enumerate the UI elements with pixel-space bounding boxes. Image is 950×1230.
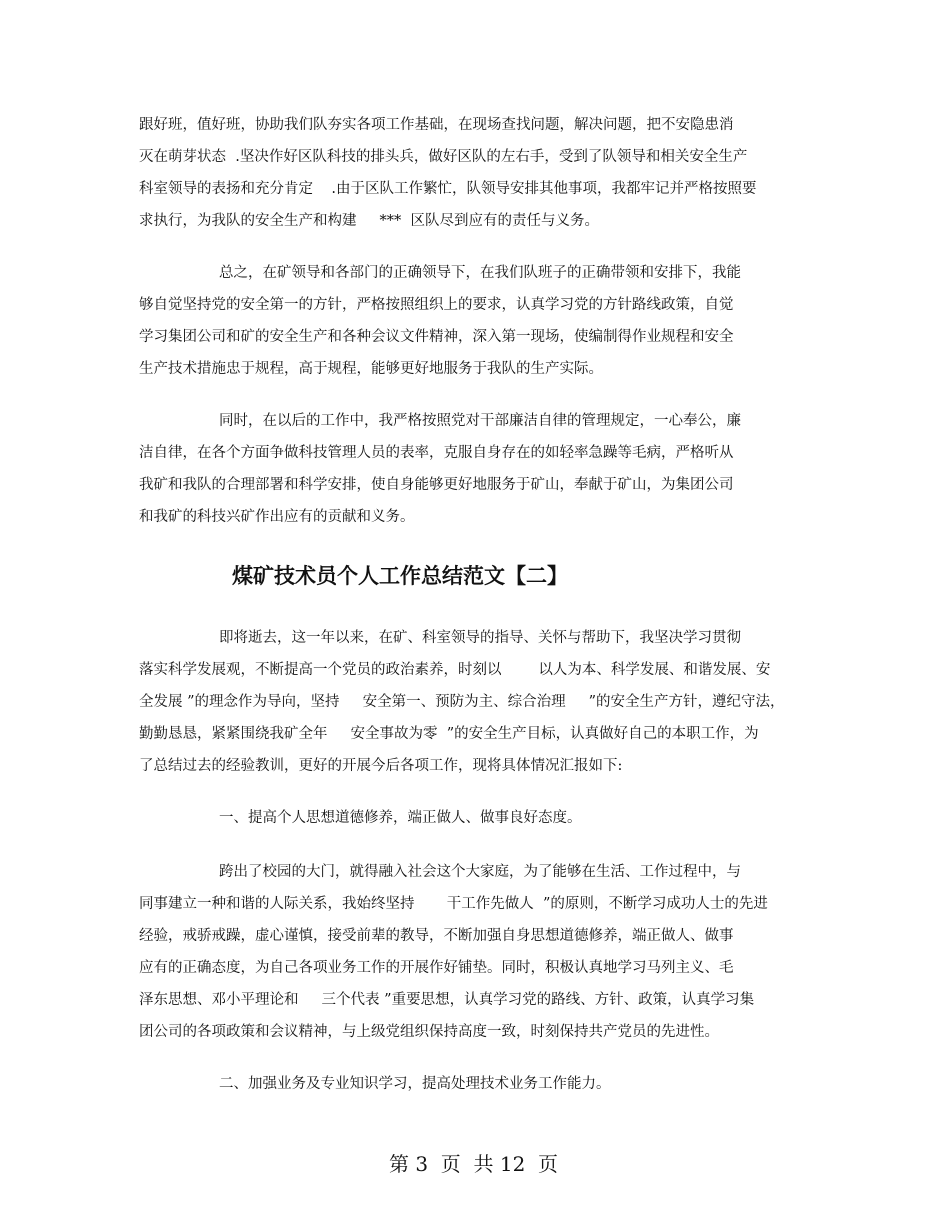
text-line: 同事建立一种和谐的人际关系，我始终坚持 干工作先做人 ”的原则，不断学习成功人士的先进 xyxy=(139,896,768,912)
text-line: 生产技术措施忠于规程，高于规程，能够更好地服务于我队的生产实际。 xyxy=(139,361,603,377)
text-line: 学习集团公司和矿的安全生产和各种会议文件精神，深入第一现场，使编制得作业规程和安全 xyxy=(139,329,734,345)
text-line: 总之，在矿领导和各部门的正确领导下，在我们队班子的正确带领和安排下，我能 xyxy=(219,265,741,281)
subsection-title: 一、提高个人思想道德修养，端正做人、做事良好态度。 xyxy=(219,810,582,826)
text-line: 求执行，为我队的安全生产和构建 *** 区队尽到应有的责任与义务。 xyxy=(139,213,600,229)
text-line: 泽东思想、邓小平理论和 三个代表 ”重要思想，认真学习党的路线、方针、政策，认真学习集 xyxy=(139,992,755,1008)
subsection-title: 二、加强业务及专业知识学习，提高处理技术业务工作能力。 xyxy=(219,1076,611,1092)
text-line: 落实科学发展观，不断提高一个党员的政治素养，时刻以 以人为本、科学发展、和谐发展、安 xyxy=(139,662,771,678)
text-line: 应有的正确态度，为自己各项业务工作的开展作好铺垫。同时，积极认真地学习马列主义、毛 xyxy=(139,960,734,976)
text-line: 经验，戒骄戒躁，虚心谨慎，接受前辈的教导，不断加强自身思想道德修养，端正做人、做事 xyxy=(139,928,734,944)
text-line: 灭在萌芽状态 .坚决作好区队科技的排头兵，做好区队的左右手，受到了队领导和相关安全生产 xyxy=(139,149,748,165)
text-line: 了总结过去的经验教训，更好的开展今后各项工作，现将具体情况汇报如下: xyxy=(139,758,623,774)
text-line: 同时，在以后的工作中，我严格按照党对干部廉洁自律的管理规定，一心奉公，廉 xyxy=(219,413,741,429)
text-line: 和我矿的科技兴矿作出应有的贡献和义务。 xyxy=(139,509,415,525)
text-line: 即将逝去，这一年以来，在矿、科室领导的指导、关怀与帮助下，我坚决学习贯彻 xyxy=(219,630,741,646)
text-line: 我矿和我队的合理部署和科学安排，使自身能够更好地服务于矿山，奉献于矿山，为集团公司 xyxy=(139,477,734,493)
text-line: 勤勤恳恳，紧紧围绕我矿全年 安全事故为零 ”的安全生产目标，认真做好自己的本职工作，为 xyxy=(139,726,759,742)
text-line: 洁自律，在各个方面争做科技管理人员的表率，克服自身存在的如轻率急躁等毛病，严格听从 xyxy=(139,445,734,461)
text-line: 跨出了校园的大门，就得融入社会这个大家庭，为了能够在生活、工作过程中，与 xyxy=(219,864,741,880)
text-line: 全发展 ”的理念作为导向，坚持 安全第一、预防为主、综合治理 ”的安全生产方针，遵纪守法， xyxy=(139,694,785,710)
page-number-footer: 第 3 页 共 12 页 xyxy=(389,1152,559,1176)
text-line: 团公司的各项政策和会议精神，与上级党组织保持高度一致，时刻保持共产党员的先进性。 xyxy=(139,1024,719,1040)
text-line: 够自觉坚持党的安全第一的方针，严格按照组织上的要求，认真学习党的方针路线政策，自觉 xyxy=(139,297,734,313)
section-heading: 煤矿技术员个人工作总结范文【二】 xyxy=(232,563,568,588)
text-line: 科室领导的表扬和充分肯定 .由于区队工作繁忙，队领导安排其他事项，我都牢记并严格按照要 xyxy=(139,181,757,197)
text-line: 跟好班，值好班，协助我们队夯实各项工作基础，在现场查找问题，解决问题，把不安隐患消 xyxy=(139,117,734,133)
